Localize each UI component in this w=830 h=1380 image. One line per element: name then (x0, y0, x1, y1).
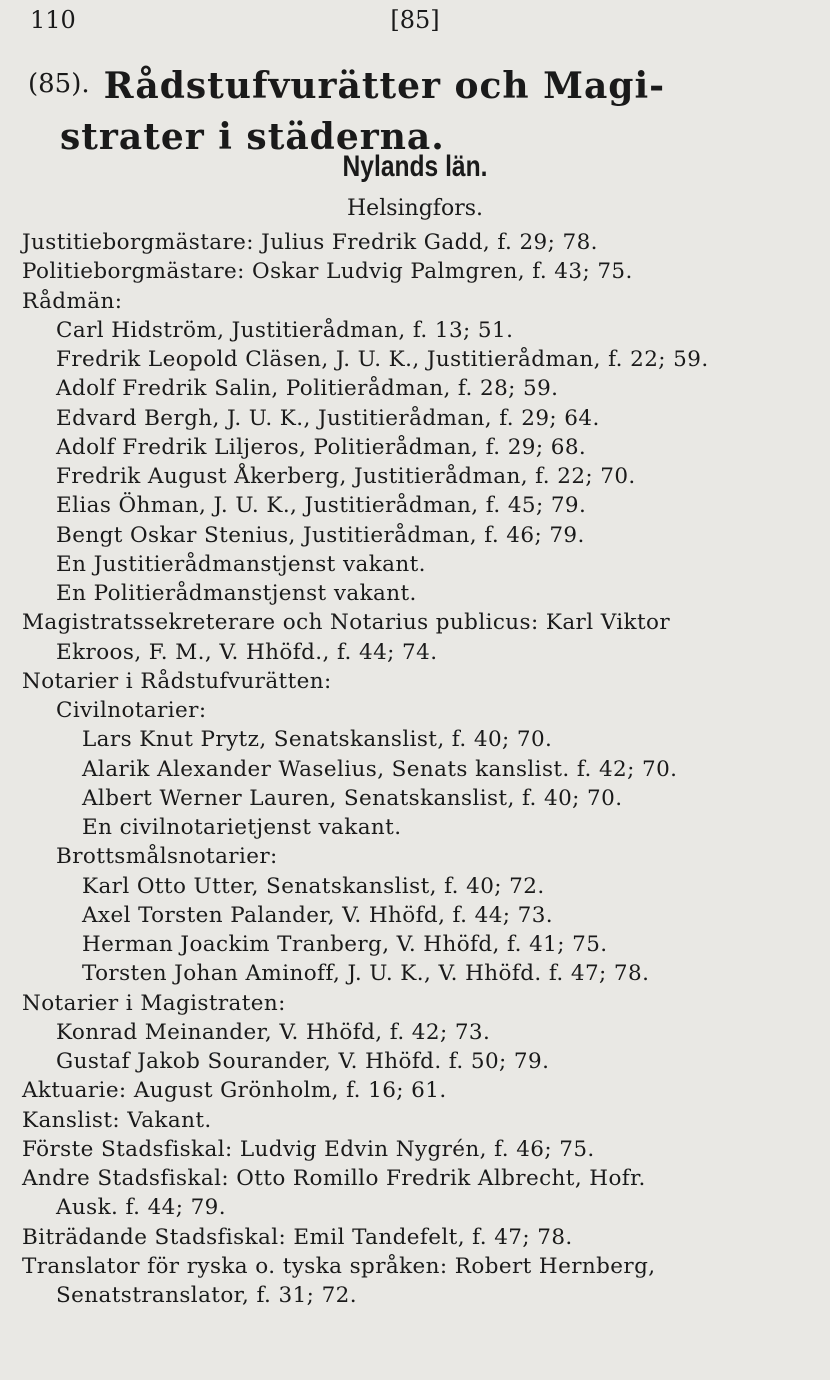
entry-line: Justitieborgmästare: Julius Fredrik Gadd, f. 29; 78. (22, 230, 598, 255)
entry-line: Karl Otto Utter, Senatskanslist, f. 40; 72. (82, 873, 545, 899)
entry-line: Bengt Oskar Stenius, Justitierådman, f. 46; 79. (56, 522, 585, 548)
entry-line: Lars Knut Prytz, Senatskanslist, f. 40; 70. (82, 727, 553, 753)
entry-line: Brottsmålsnotarier: (56, 844, 278, 870)
section-label: (85). (28, 69, 90, 99)
entry-line: Alarik Alexander Waselius, Senats kanslist. f. 42; 70. (82, 756, 678, 782)
entries-list (0, 228, 830, 1310)
entry-line: Carl Hidström, Justitierådman, f. 13; 51. (56, 317, 514, 343)
entry-line: Rådmän: (22, 288, 123, 314)
entry-line: Adolf Fredrik Salin, Politierådman, f. 28; 59. (56, 376, 559, 402)
entry-line: En Justitierådmanstjenst vakant. (56, 551, 426, 577)
entry-line: Kanslist: Vakant. (22, 1107, 212, 1133)
entry-line: Magistratssekreterare och Notarius publicus: Karl Viktor (22, 610, 671, 636)
entry-line: Translator för ryska o. tyska språken: Robert Hernberg, (22, 1253, 656, 1279)
section-title (28, 62, 818, 159)
entry-line: Fredrik Leopold Cläsen, J. U. K., Justitierådman, f. 22; 59. (56, 347, 709, 372)
entry-line: Andre Stadsfiskal: Otto Romillo Fredrik Albrecht, Hofr. (22, 1166, 646, 1191)
entry-line: Konrad Meinander, V. Hhöfd, f. 42; 73. (56, 1019, 491, 1045)
entry-line: Albert Werner Lauren, Senatskanslist, f. 40; 70. (82, 785, 623, 811)
entry-line: Elias Öhman, J. U. K., Justitierådman, f. 45; 79. (56, 493, 587, 519)
entry-line: Edvard Bergh, J. U. K., Justitierådman, f. 29; 64. (56, 405, 600, 431)
entry-line: Förste Stadsfiskal: Ludvig Edvin Nygrén, f. 46; 75. (22, 1136, 595, 1162)
section-number: [85] (390, 6, 440, 34)
page-header (0, 6, 830, 42)
title-line-2: strater i städerna. (60, 116, 445, 158)
county-heading: Nylands län. (342, 150, 488, 183)
entry-line: Torsten Johan Aminoff, J. U. K., V. Hhöfd. f. 47; 78. (82, 961, 650, 987)
entry-line: Gustaf Jakob Sourander, V. Hhöfd. f. 50; 79. (56, 1049, 550, 1074)
entry-line: Ausk. f. 44; 79. (56, 1195, 226, 1221)
entry-line: Notarier i Rådstufvurätten: (22, 668, 332, 694)
entry-line: Aktuarie: August Grönholm, f. 16; 61. (22, 1078, 447, 1104)
entry-line: Notarier i Magistraten: (22, 990, 286, 1016)
city-heading: Helsingfors. (346, 196, 483, 221)
entry-line: Adolf Fredrik Liljeros, Politierådman, f. 29; 68. (56, 434, 587, 460)
page-number: 110 (30, 6, 76, 34)
title-line-1: Rådstufvurätter och Magi- (103, 65, 666, 107)
entry-line: Ekroos, F. M., V. Hhöfd., f. 44; 74. (56, 639, 438, 665)
entry-line: En Politierådmanstjenst vakant. (56, 581, 417, 606)
entry-line: Herman Joackim Tranberg, V. Hhöfd, f. 41; 75. (82, 932, 608, 957)
entry-line: Axel Torsten Palander, V. Hhöfd, f. 44; 73. (82, 902, 554, 928)
entry-line: Senatstranslator, f. 31; 72. (56, 1283, 357, 1308)
entry-line: En civilnotarietjenst vakant. (82, 815, 402, 840)
entry-line: Politieborgmästare: Oskar Ludvig Palmgren, f. 43; 75. (22, 259, 633, 285)
entry-line: Fredrik August Åkerberg, Justitierådman, f. 22; 70. (56, 464, 636, 489)
entry-line: Civilnotarier: (56, 698, 207, 723)
entry-line: Biträdande Stadsfiskal: Emil Tandefelt, f. 47; 78. (22, 1224, 573, 1250)
